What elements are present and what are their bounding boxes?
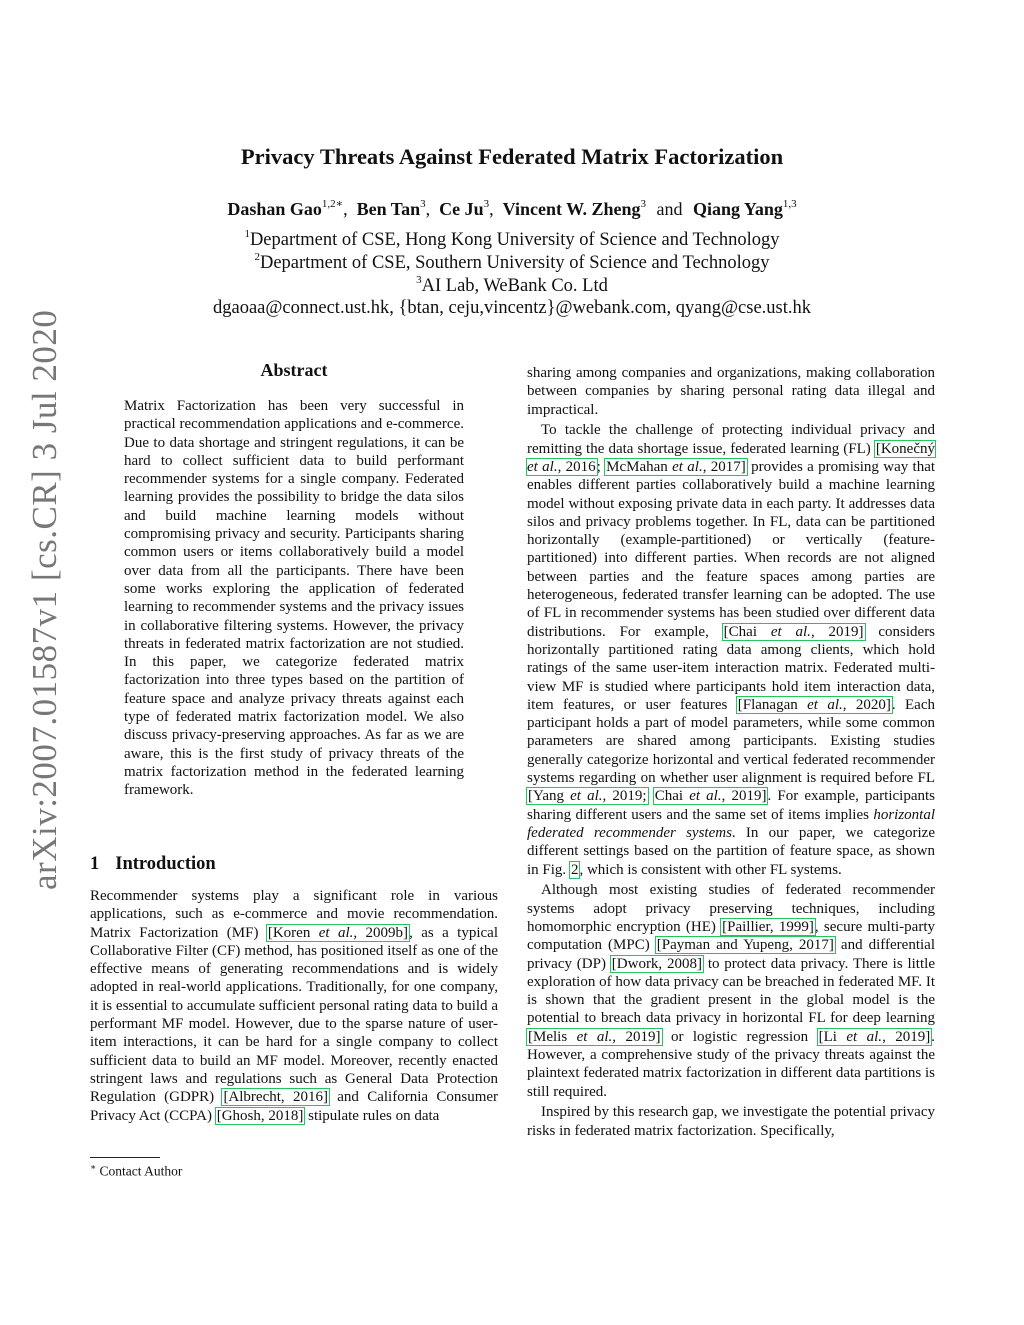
author-name: Dashan Gao	[227, 199, 322, 219]
paper-title: Privacy Threats Against Federated Matrix Factorization	[240, 144, 784, 169]
arxiv-stamp: arXiv:2007.01587v1 [cs.CR] 3 Jul 2020	[25, 309, 64, 890]
body-paragraph: Recommender systems play a significant role in various applications, such as e-commerce and movie recommendation. Matrix Factorization (MF) [Koren et al., 2009b], as a typical Collaborative Filter (CF) method, has positioned itself as one of the effective means of generating recommendations and is widely adopted in real-world applications. Traditionally, for one company, it is essential to accumulate sufficient personal rating data to build a performant MF model. However, due to the sparse nature of user-item interactions, it can be hard for a single company to collect sufficient data to build an MF model. Moreover, recently enacted stringent laws and regulations such as General Data Protection Regulation (GDPR) [Albrecht, 2016] and California Consumer Privacy Act (CCPA) [Ghosh, 2018] stipulate rules on data	[90, 888, 499, 1124]
author-affiliation-mark: 3	[420, 198, 426, 210]
author-affiliation-mark: 1,2∗	[321, 198, 344, 210]
section-heading-introduction	[90, 854, 232, 875]
introduction-left-column	[90, 887, 498, 1125]
citation-link[interactable]: [Melis et al., 2019]	[528, 1028, 661, 1045]
body-paragraph: Inspired by this research gap, we investigate the potential privacy risks in federated matrix factorization. Specifically,	[527, 1104, 935, 1139]
citation-link[interactable]: [Li et al., 2019]	[818, 1028, 931, 1045]
citation-link[interactable]: [Payman and Yupeng, 2017]	[656, 937, 834, 954]
footnote-divider	[90, 1157, 160, 1158]
and-word: and	[656, 199, 683, 219]
author-name: Qiang Yang	[693, 199, 783, 219]
citation-link[interactable]: [Ghosh, 2018]	[216, 1107, 304, 1124]
affiliation-text: AI Lab, WeBank Co. Ltd	[421, 276, 608, 296]
author-name: Ce Ju	[439, 199, 484, 219]
citation-link[interactable]: McMahan et al., 2017]	[606, 458, 746, 475]
citation-link[interactable]: [Koren et al., 2009b]	[267, 924, 409, 941]
author-affiliation-mark: 3	[640, 198, 647, 210]
affiliation-mark: 2	[254, 251, 260, 263]
affiliation-line	[0, 274, 1024, 297]
citation-link[interactable]: [Konečný et al., 2016	[527, 440, 935, 475]
right-column	[527, 364, 935, 1140]
body-paragraph: sharing among companies and organizations, making collaboration between companies by sharing personal rating data illegal and impractical.	[527, 365, 935, 418]
citation-link[interactable]: Chai et al., 2019]	[654, 788, 767, 805]
author-affiliation-mark: 3	[483, 198, 490, 210]
emphasis: horizontal federated recommender systems	[527, 806, 935, 841]
body-paragraph: Although most existing studies of federated recommender systems adopt privacy preserving techniques, including homomorphic encryption (HE) [Paillier, 1999], secure multi-party computation (MPC) [Payman and Yupeng, 2017] and differential privacy (DP) [Dwork, 2008] to protect data privacy. There is little exploration of how data privacy can be breached in federated MF. It is shown that the gradient present in the global model is the potential to breach data privacy in horizontal FL for deep learning [Melis et al., 2019] or logistic regression [Li et al., 2019]. However, a comprehensive study of the privacy threats against the plaintext federated matrix factorization in different data partitions is still required.	[527, 882, 936, 1100]
footnote-text: Contact Author	[99, 1163, 183, 1179]
citation-link[interactable]: [Paillier, 1999]	[722, 918, 814, 935]
abstract-body	[124, 397, 464, 800]
affiliation-text: Department of CSE, Hong Kong University of Science and Technology	[249, 230, 780, 250]
email-line: dgaoaa@connect.ust.hk, {btan, ceju,vincentz}@webank.com, qyang@cse.ust.hk	[213, 298, 811, 318]
figure-reference-link[interactable]: 2	[570, 861, 579, 878]
section-title: Introduction	[115, 854, 216, 874]
author-name: Ben Tan	[356, 199, 421, 219]
affiliation-mark: 3	[416, 274, 422, 286]
author-list: Dashan Gao$^{1,2∗}$, Ben Tan$^3$, Ce Ju$^3$, Vincent W. Zheng$^3$ and Qiang Yang$^{1,3}$	[227, 198, 797, 219]
footnote	[90, 1162, 182, 1180]
affiliation-line	[0, 251, 1024, 274]
author-name: Vincent W. Zheng	[502, 199, 641, 219]
abstract-heading: Abstract	[260, 360, 328, 380]
abstract-paragraph: Matrix Factorization has been very successful in practical recommendation applications and e-commerce. Due to data shortage and stringent regulations, it can be hard to collect sufficient data to build performant recommender systems for a single company. Federated learning provides the possibility to bridge the data silos and build machine learning models without compromising privacy and security. Participants sharing common users or items collaboratively build a model over data from all the participants. There have been some works exploring the application of federated learning to recommender systems and the privacy issues in collaborative filtering systems. However, the privacy threats in federated matrix factorization are not studied. In this paper, we categorize federated matrix factorization into three types based on the partition of feature space and analyze privacy threats against each type of federated matrix factorization model. We also discuss privacy-preserving approaches. As far as we are aware, this is the first study of privacy threats of the matrix factorization method in the federated learning framework.	[124, 398, 464, 799]
citation-link[interactable]: [Chai et al., 2019]	[723, 623, 864, 640]
citation-link[interactable]: [Albrecht, 2016]	[223, 1089, 328, 1106]
citation-link[interactable]: [Flanagan et al., 2020]	[737, 696, 891, 713]
body-paragraph: To tackle the challenge of protecting individual privacy and remitting the data shortage issue, federated learning (FL) [Konečný et al., 2016; McMahan et al., 2017] provides a promising way that enables different parties collaboratively build a machine learning model without exposing private data in each party. It addresses data silos and privacy problems together. In FL, data can be partitioned horizontally (example-partitioned) or vertically (feature-partitioned) into different parties. When records are not aligned between parties and the feature spaces among parties are heterogeneous, federated transfer learning can be adopted. The use of FL in recommender systems has been studied over different data distributions. For example, [Chai et al., 2019] considers horizontally partitioned rating data among clients, which hold ratings of the same user-item interaction matrix. Federated multi-view MF is studied where participants hold item interaction data, item features, or user features [Flanagan et al., 2020]. Each participant holds a part of model parameters, while some common parameters are shared among participants. Existing studies generally categorize horizontal and vertical federated recommender systems regarding on whether user alignment is required before FL [Yang et al., 2019; Chai et al., 2019]. For example, participants sharing different users and the same set of items implies horizontal federated recommender systems. In our paper, we categorize different settings based on the partition of feature space, as shown in Fig. 2, which is consistent with other FL systems.	[527, 422, 936, 878]
author-affiliation-mark: 1,3	[782, 198, 797, 210]
affiliation-line	[0, 228, 1024, 251]
citation-link[interactable]: [Yang et al., 2019;	[528, 788, 647, 805]
affiliation-text: Department of CSE, Southern University of Science and Technology	[259, 253, 770, 273]
citation-link[interactable]: [Dwork, 2008]	[611, 955, 702, 972]
section-number: 1	[90, 854, 100, 874]
footnote-mark: ∗	[90, 1162, 97, 1172]
affiliation-mark: 1	[244, 228, 250, 240]
